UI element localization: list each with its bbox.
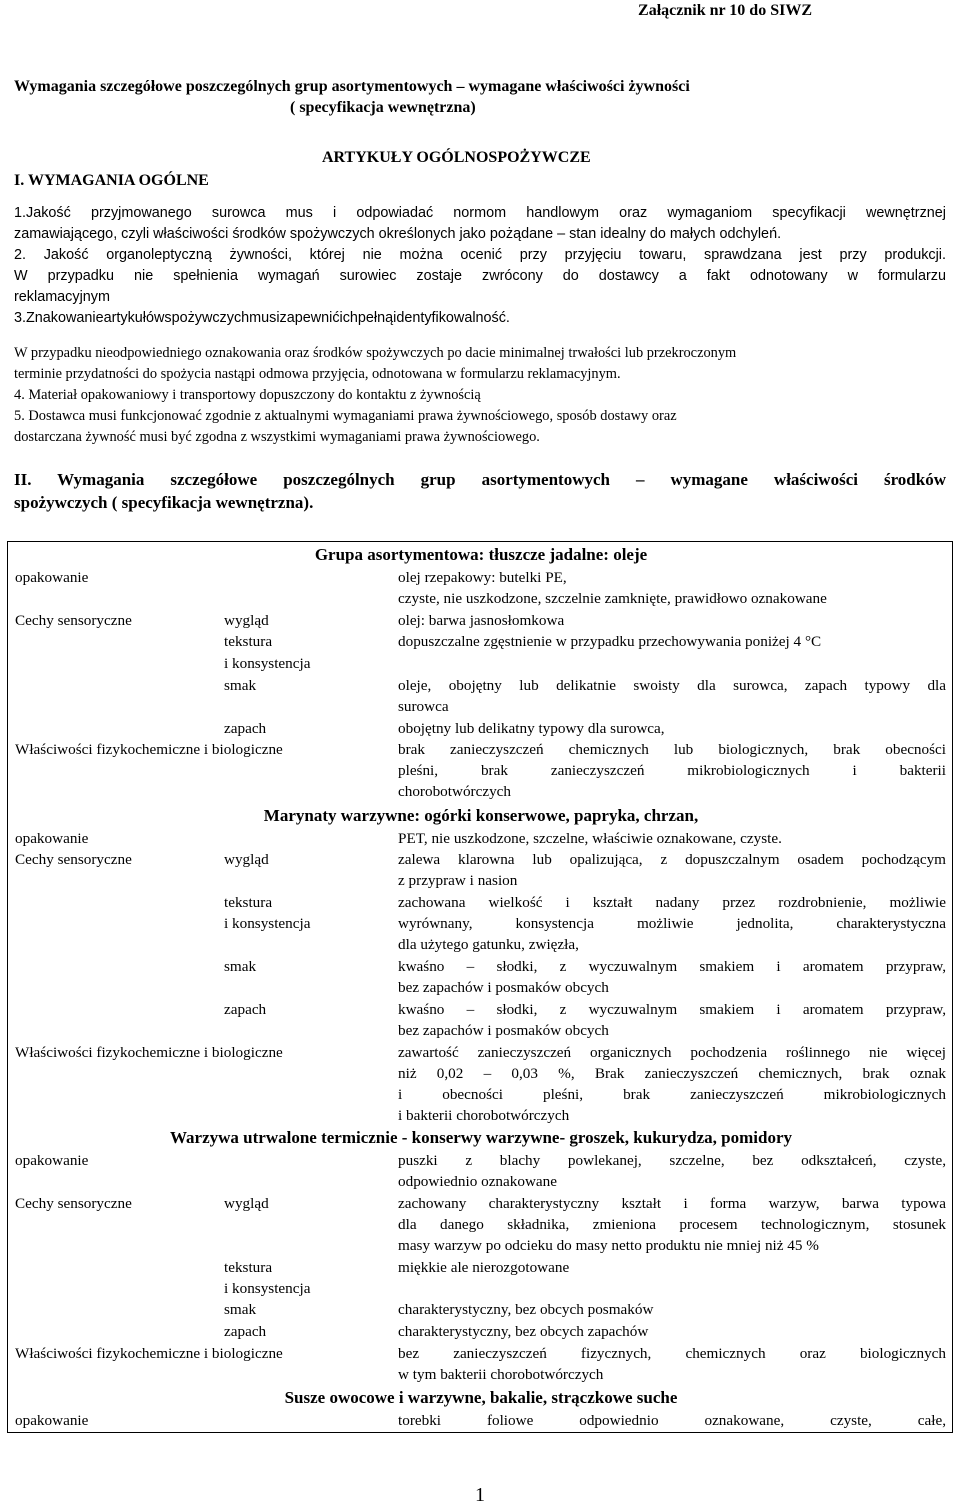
value-line: odpowiednio oznakowane — [398, 1173, 558, 1190]
value-line: bez zapachów i posmaków obcych — [398, 1022, 609, 1039]
value-line: dla użytego gatunku, zwięzła, — [398, 936, 579, 953]
value-line: niż 0,02 – 0,03 %, Brak zanieczyszczeń chemicznych, brak oznak — [398, 1065, 946, 1082]
section-2-line: II. Wymagania szczegółowe poszczególnych grup asortymentowych – wymagane właściwości środków — [14, 470, 946, 489]
general-line: 4. Materiał opakowaniowy i transportowy dopuszczony do kontaktu z żywnością — [14, 387, 481, 403]
label-konsystencja: i konsystencja — [224, 655, 311, 672]
label-konsystencja: i konsystencja — [224, 1280, 311, 1297]
general-line: 2. Jakość organoleptyczną żywności, której nie można ocenić przy przyjęciu towaru, sprawdzana jest przy produkcji. — [14, 247, 946, 263]
general-line: reklamacyjnym — [14, 289, 110, 305]
general-requirements-part1 — [14, 203, 946, 329]
value-line: kwaśno – słodki, z wyczuwalnym smakiem i aromatem przypraw, — [398, 958, 946, 975]
section-2-heading — [14, 468, 946, 514]
general-line: 5. Dostawca musi funkcjonować zgodnie z aktualnymi wymaganiami prawa żywnościowego, sposób dostawy oraz — [14, 408, 677, 424]
label-smak: smak — [224, 958, 257, 975]
value-line: z przypraw i nasion — [398, 872, 518, 889]
label-tekstura: tekstura — [224, 1259, 273, 1276]
label-tekstura: tekstura — [224, 894, 273, 911]
value-line: bez zanieczyszczeń fizycznych, chemicznych oraz biologicznych — [398, 1345, 946, 1362]
value-line: olej rzepakowy: butelki PE, — [398, 569, 567, 586]
document-subtitle: ( specyfikacja wewnętrzna) — [290, 99, 476, 116]
section-2-line: spożywczych ( specyfikacja wewnętrzna). — [14, 493, 314, 512]
value-line: dopuszczalne zgęstnienie w przypadku przechowywania poniżej 4 °C — [398, 633, 822, 650]
label-cechy: Cechy sensoryczne — [15, 851, 132, 868]
group-title: Grupa asortymentowa: tłuszcze jadalne: oleje — [314, 545, 648, 564]
value-line: chorobotwórczych — [398, 783, 512, 800]
label-opakowanie: opakowanie — [15, 830, 89, 847]
label-fizchem: Właściwości fizykochemiczne i biologiczne — [15, 1345, 283, 1362]
label-zapach: zapach — [224, 1001, 267, 1018]
value-line: zalewa klarowna lub opalizująca, z dopuszczalnym osadem pochodzącym — [398, 851, 946, 868]
value-line: dla danego składnika, zmieniona procesem technologicznym, stosunek — [398, 1216, 946, 1233]
value-line: surowca — [398, 698, 449, 715]
value-line: zachowany charakterystyczny kształt i forma warzyw, barwa typowa — [398, 1195, 946, 1212]
value-opakowanie — [398, 1410, 946, 1431]
value-line: PET, nie uszkodzone, szczelne, właściwie oznakowane, czyste. — [398, 830, 782, 847]
label-smak: smak — [224, 677, 257, 694]
label-zapach: zapach — [224, 720, 267, 737]
value-line: oleje, obojętny lub delikatnie swoisty dla surowca, zapach typowy dla — [398, 677, 946, 694]
label-wyglad: wygląd — [224, 612, 269, 629]
value-tekstura — [398, 1257, 946, 1278]
value-line: wyrównany, konsystencja możliwie jednolita, charakterystyczna — [398, 915, 946, 932]
value-zapach — [398, 1321, 946, 1342]
value-line: charakterystyczny, bez obcych zapachów — [398, 1323, 649, 1340]
value-smak — [398, 675, 946, 717]
label-opakowanie: opakowanie — [15, 1412, 89, 1429]
value-opakowanie — [398, 828, 946, 849]
general-heading: I. WYMAGANIA OGÓLNE — [14, 172, 209, 189]
general-line: 1.Jakość przyjmowanego surowca mus i odpowiadać normom handlowym oraz wymaganiom specyfikacji wewnętrznej — [14, 205, 946, 221]
value-line: brak zanieczyszczeń chemicznych lub biologicznych, brak obecności — [398, 741, 946, 758]
value-line: i obecności pleśni, brak zanieczyszczeń mikrobiologicznych — [398, 1086, 946, 1103]
value-line: czyste, nie uszkodzone, szczelnie zamknięte, prawidłowo oznakowane — [398, 590, 827, 607]
label-cechy: Cechy sensoryczne — [15, 1195, 132, 1212]
value-tekstura — [398, 631, 946, 652]
value-line: olej: barwa jasnosłomkowa — [398, 612, 565, 629]
page-number: 1 — [475, 1484, 485, 1506]
value-fizchem — [398, 1042, 946, 1126]
value-line: masy warzyw po odcieku do masy netto produktu nie mniej niż 45 % — [398, 1237, 819, 1254]
value-line: zawartość zanieczyszczeń organicznych pochodzenia roślinnego nie więcej — [398, 1044, 946, 1061]
value-wyglad — [398, 1193, 946, 1256]
general-line: zamawiającego, czyli właściwości środków spożywczych określonych jako pożądane – stan idealny do małych odchyleń. — [14, 226, 782, 242]
document-title: Wymagania szczegółowe poszczególnych grup asortymentowych – wymagane właściwości żywności — [14, 78, 690, 95]
label-fizchem: Właściwości fizykochemiczne i biologiczne — [15, 741, 283, 758]
label-zapach: zapach — [224, 1323, 267, 1340]
label-smak: smak — [224, 1301, 257, 1318]
general-line: W przypadku nieodpowiedniego oznakowania oraz środków spożywczych po dacie minimalnej trwałości lub przekroczonym — [14, 345, 737, 361]
value-line: pleśni, brak zanieczyszczeń mikrobiologicznych i bakterii — [398, 762, 946, 779]
value-line: puszki z blachy powlekanej, szczelne, bez odkształceń, czyste, — [398, 1152, 946, 1169]
label-tekstura: tekstura — [224, 633, 273, 650]
value-zapach — [398, 999, 946, 1041]
value-smak — [398, 1299, 946, 1320]
general-line: dostarczana żywność musi być zgodna z wszystkimi wymaganiami prawa żywnościowego. — [14, 429, 540, 445]
value-line: zachowana wielkość i kształt nadany przez rozdrobnienie, możliwie — [398, 894, 946, 911]
group-title: Susze owocowe i warzywne, bakalie, strączkowe suche — [284, 1388, 678, 1407]
general-line: W przypadku nie spełnienia wymagań surowiec zostaje zwrócony do dostawcy a fakt odnotowany w formularzu — [14, 268, 946, 284]
value-smak — [398, 956, 946, 998]
general-line: 3.Znakowanieartykułówspożywczychmusizapewnićichpełnąidentyfikowalność. — [14, 310, 510, 326]
value-zapach — [398, 718, 946, 739]
label-cechy: Cechy sensoryczne — [15, 612, 132, 629]
value-opakowanie — [398, 567, 946, 609]
value-line: charakterystyczny, bez obcych posmaków — [398, 1301, 654, 1318]
group-title: Marynaty warzywne: ogórki konserwowe, papryka, chrzan, — [263, 806, 699, 825]
label-opakowanie: opakowanie — [15, 569, 89, 586]
value-line: kwaśno – słodki, z wyczuwalnym smakiem i aromatem przypraw, — [398, 1001, 946, 1018]
spec-table — [7, 541, 953, 1433]
label-opakowanie: opakowanie — [15, 1152, 89, 1169]
value-line: obojętny lub delikatny typowy dla surowca, — [398, 720, 665, 737]
value-line: miękkie ale nierozgotowane — [398, 1259, 570, 1276]
value-line: w tym bakterii chorobotwórczych — [398, 1366, 604, 1383]
annex-label: Załącznik nr 10 do SIWZ — [638, 2, 812, 19]
value-fizchem — [398, 1343, 946, 1385]
value-tekstura — [398, 892, 946, 955]
general-requirements-part2 — [14, 343, 946, 448]
value-opakowanie — [398, 1150, 946, 1192]
value-line: i bakterii chorobotwórczych — [398, 1107, 570, 1124]
value-line: torebki foliowe odpowiednio oznakowane, czyste, całe, — [398, 1412, 946, 1429]
general-line: terminie przydatności do spożycia nastąpi odmowa przyjęcia, odnotowana w formularzu reklamacyjnym. — [14, 366, 621, 382]
group-title: Warzywa utrwalone termicznie - konserwy warzywne- groszek, kukurydza, pomidory — [169, 1128, 792, 1147]
articles-heading: ARTYKUŁY OGÓLNOSPOŻYWCZE — [322, 149, 591, 166]
label-konsystencja: i konsystencja — [224, 915, 311, 932]
value-wyglad — [398, 610, 946, 631]
label-fizchem: Właściwości fizykochemiczne i biologiczne — [15, 1044, 283, 1061]
label-wyglad: wygląd — [224, 1195, 269, 1212]
value-wyglad — [398, 849, 946, 891]
value-line: bez zapachów i posmaków obcych — [398, 979, 609, 996]
value-fizchem — [398, 739, 946, 802]
label-wyglad: wygląd — [224, 851, 269, 868]
